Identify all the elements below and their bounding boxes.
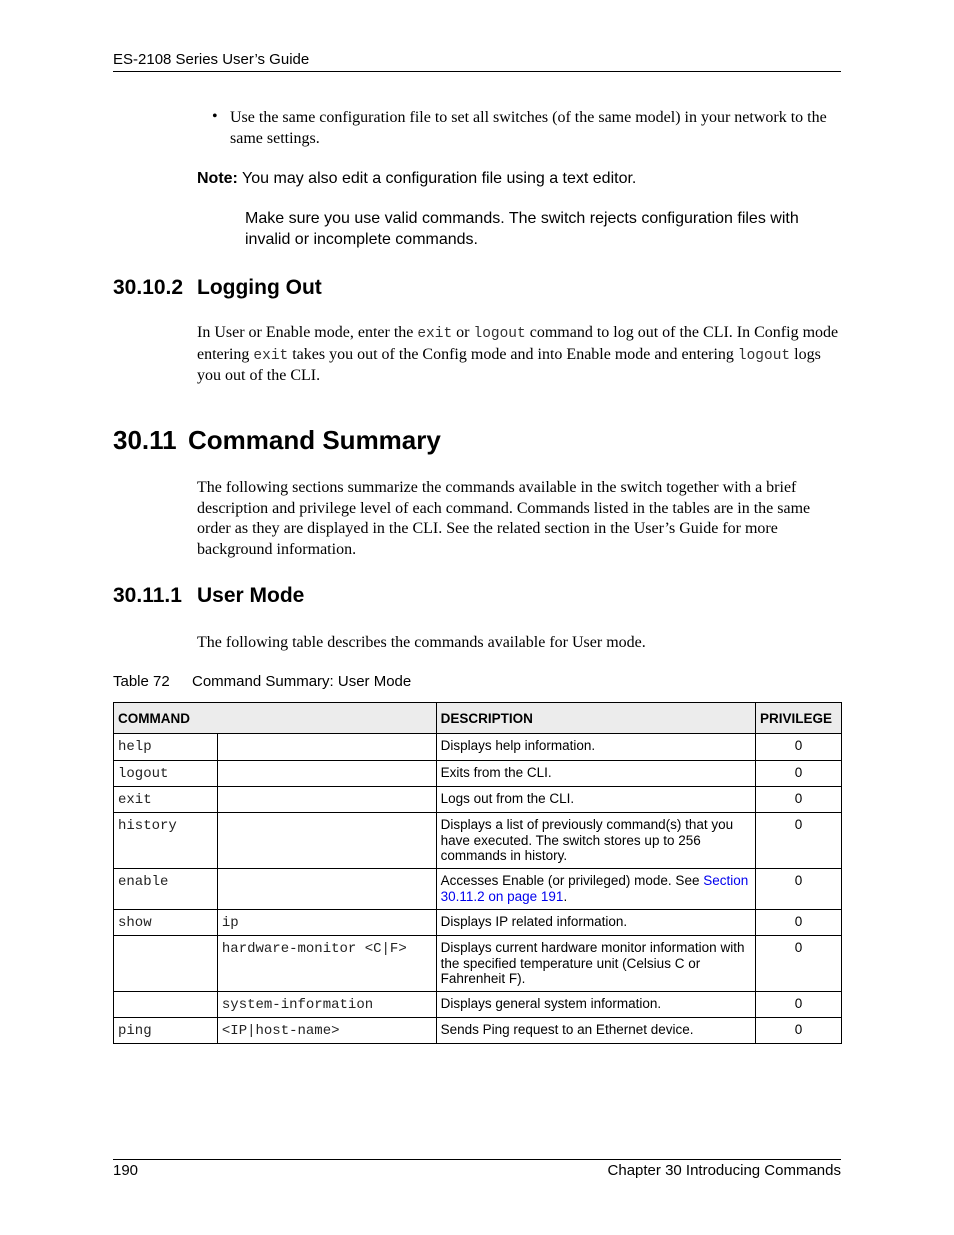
section-number: 30.11	[113, 425, 177, 455]
cell-privilege: 0	[755, 936, 841, 992]
cell-description: Exits from the CLI.	[436, 761, 755, 787]
cell-command: show	[114, 910, 218, 936]
section-title: Command Summary	[188, 425, 441, 455]
cell-description: Displays IP related information.	[436, 910, 755, 936]
description-text: .	[563, 888, 568, 904]
table-row	[114, 787, 842, 813]
logging-out-paragraph	[197, 323, 842, 387]
code-logout: logout	[737, 347, 791, 364]
cell-command: enable	[114, 869, 218, 910]
user-mode-paragraph: The following table describes the commands available for User mode.	[197, 634, 646, 651]
bullet-text: Use the same configuration file to set all switches (of the same model) in your network to the same settings.	[230, 109, 827, 147]
cell-command	[114, 992, 218, 1018]
cell-description: Sends Ping request to an Ethernet device.	[436, 1018, 755, 1044]
cell-argument	[217, 787, 436, 813]
table-caption	[113, 673, 411, 690]
cell-description	[436, 869, 755, 910]
table-number: Table 72	[113, 673, 170, 690]
text-run: command to log out of the CLI. In Config mode entering	[197, 324, 839, 363]
bullet-marker: •	[212, 108, 218, 125]
cell-argument: system-information	[217, 992, 436, 1018]
cell-argument	[217, 869, 436, 910]
note-continuation: Make sure you use valid commands. The switch rejects configuration files with invalid or incomplete commands.	[245, 210, 799, 248]
command-summary-paragraph: The following sections summarize the commands available in the switch together with a brief description and privilege level of each command. Commands listed in the tables are in the same order as they are displayed in the CLI. See the related section in the User’s Guide for more background information.	[197, 479, 811, 558]
header-rule	[113, 71, 841, 72]
header-command: COMMAND	[114, 703, 437, 734]
table-row	[114, 910, 842, 936]
command-table	[113, 702, 842, 1044]
running-header: ES-2108 Series User’s Guide	[113, 51, 310, 68]
table-header-row	[114, 703, 842, 734]
cell-privilege: 0	[755, 813, 841, 869]
header-description: DESCRIPTION	[436, 703, 755, 734]
footer-rule	[113, 1159, 841, 1160]
section-number: 30.10.2	[113, 276, 184, 299]
cell-privilege: 0	[755, 910, 841, 936]
code-exit: exit	[417, 326, 453, 342]
cell-description: Displays a list of previously command(s) that you have executed. The switch stores up to 256 commands in history.	[436, 813, 755, 869]
code-exit: exit	[253, 347, 289, 364]
cell-command: history	[114, 813, 218, 869]
cell-command: logout	[114, 761, 218, 787]
description-text: Accesses Enable (or privileged) mode. See	[440, 873, 704, 888]
cell-privilege: 0	[755, 869, 841, 910]
cell-description: Logs out from the CLI.	[436, 787, 755, 813]
note-label: Note:	[197, 170, 238, 187]
cell-description: Displays general system information.	[436, 992, 755, 1018]
section-heading-command-summary	[113, 425, 441, 456]
cell-argument: ip	[217, 910, 436, 936]
cell-description: Displays current hardware monitor information with the specified temperature unit (Celsius C or Fahrenheit F).	[436, 936, 755, 992]
section-heading-logging-out	[113, 276, 322, 300]
section-number: 30.11.1	[113, 584, 182, 607]
section-title: Logging Out	[197, 276, 322, 299]
note-text: You may also edit a configuration file using a text editor.	[237, 170, 637, 187]
cell-argument	[217, 734, 436, 761]
text-run: In User or Enable mode, enter the	[197, 324, 418, 341]
section-title: User Mode	[197, 584, 305, 607]
cell-privilege: 0	[755, 1018, 841, 1044]
text-run: logs you out of the CLI.	[197, 345, 821, 384]
cell-privilege: 0	[755, 787, 841, 813]
cell-command: exit	[114, 787, 218, 813]
table-row	[114, 734, 842, 761]
section-heading-user-mode	[113, 584, 304, 608]
page-number: 190	[113, 1162, 139, 1179]
cell-argument	[217, 813, 436, 869]
table-row	[114, 936, 842, 992]
text-run: takes you out of the Config mode and into Enable mode and entering	[288, 345, 738, 363]
cell-argument	[217, 761, 436, 787]
cell-command: ping	[114, 1018, 218, 1044]
text-run: or	[452, 324, 474, 341]
cell-argument: <IP|host-name>	[217, 1018, 436, 1044]
cell-argument: hardware-monitor <C|F>	[217, 936, 436, 992]
cell-command	[114, 936, 218, 992]
note	[197, 168, 841, 189]
section-link[interactable]: Section 30.11.2 on page 191	[440, 873, 749, 904]
cell-privilege: 0	[755, 761, 841, 787]
table-row	[114, 992, 842, 1018]
table-title: Command Summary: User Mode	[192, 673, 412, 690]
table-row	[114, 813, 842, 869]
cell-privilege: 0	[755, 734, 841, 761]
code-logout: logout	[473, 326, 526, 342]
cell-command: help	[114, 734, 218, 761]
table-row	[114, 761, 842, 787]
cell-privilege: 0	[755, 992, 841, 1018]
table-row	[114, 1018, 842, 1044]
table-row	[114, 869, 842, 910]
chapter-footer: Chapter 30 Introducing Commands	[607, 1162, 841, 1179]
header-privilege: PRIVILEGE	[755, 703, 841, 734]
cell-description: Displays help information.	[436, 734, 755, 761]
